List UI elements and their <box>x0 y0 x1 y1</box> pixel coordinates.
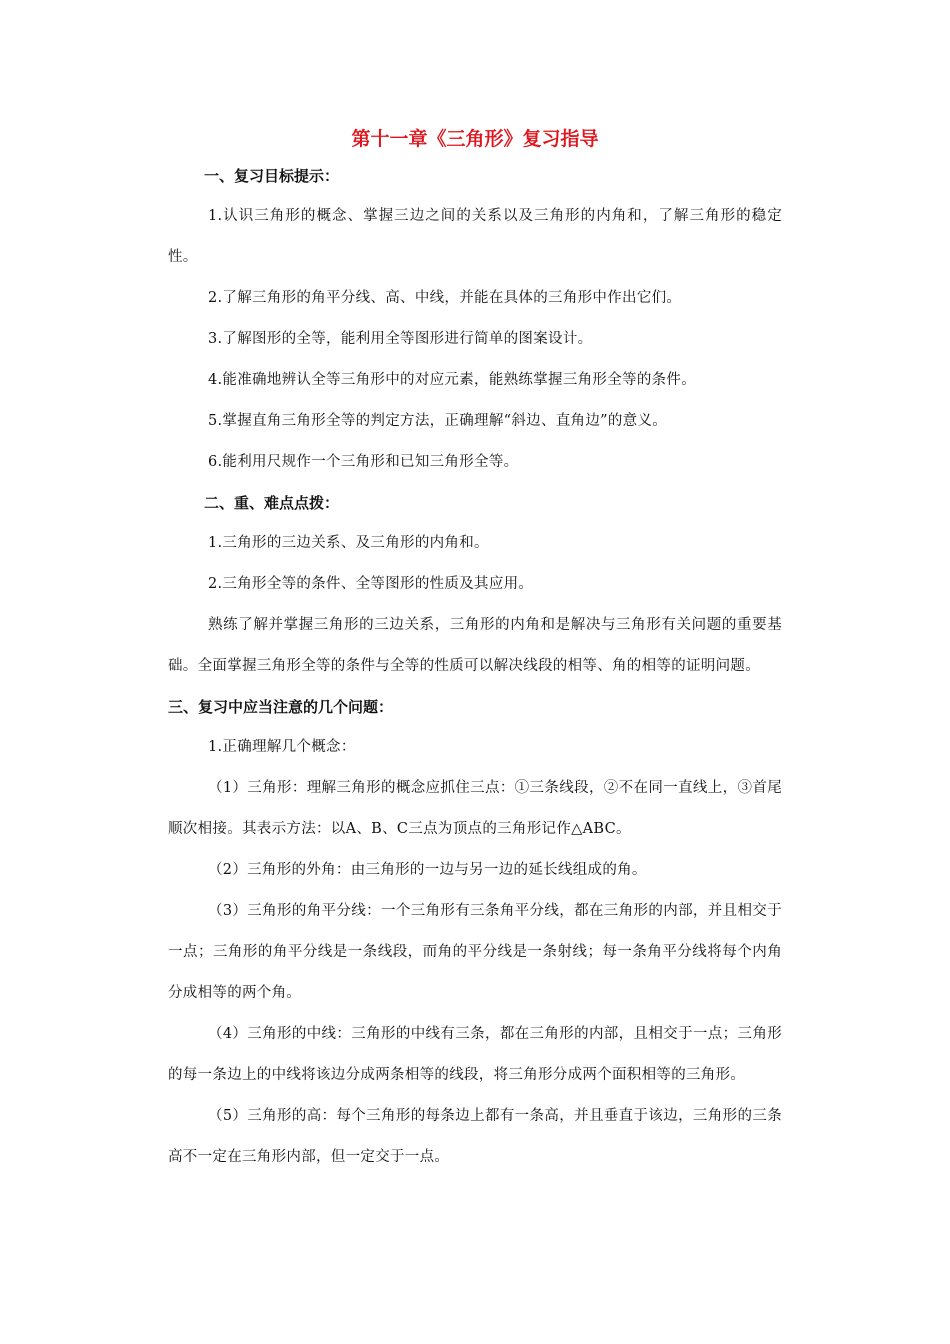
goal-item: 4.能准确地辨认全等三角形中的对应元素，能熟练掌握三角形全等的条件。 <box>208 372 697 388</box>
section-heading-key-points: 二、重、难点点拨： <box>204 494 340 512</box>
section-heading-goals: 一、复习目标提示： <box>204 167 340 185</box>
goal-item: 2.了解三角形的角平分线、高、中线，并能在具体的三角形中作出它们。 <box>208 290 682 306</box>
page-title: 第十一章《三角形》复习指导 <box>351 128 599 150</box>
key-point-item: 1.三角形的三边关系、及三角形的内角和。 <box>208 535 489 551</box>
goal-item: 3.了解图形的全等，能利用全等图形进行简单的图案设计。 <box>208 331 593 347</box>
document-page <box>168 120 782 1178</box>
goal-item: 5.掌握直角三角形全等的判定方法，正确理解“斜边、直角边”的意义。 <box>208 413 668 429</box>
key-point-paragraph: 熟练了解并掌握三角形的三边关系，三角形的内角和是解决与三角形有关问题的重要基础。全面掌握三角形全等的条件与全等的性质可以解决线段的相等、角的相等的证明问题。 <box>168 617 782 674</box>
key-point-item: 2.三角形全等的条件、全等图形的性质及其应用。 <box>208 576 534 592</box>
concept-item: （5）三角形的高：每个三角形的每条边上都有一条高，并且垂直于该边，三角形的三条高不一定在三角形内部，但一定交于一点。 <box>168 1108 782 1165</box>
concept-item: （4）三角形的中线：三角形的中线有三条，都在三角形的内部，且相交于一点；三角形的每一条边上的中线将该边分成两条相等的线段，将三角形分成两个面积相等的三角形。 <box>168 1026 782 1083</box>
concept-item: （1）三角形：理解三角形的概念应抓住三点：①三条线段，②不在同一直线上，③首尾顺次相接。其表示方法：以A、B、C三点为顶点的三角形记作△ABC。 <box>168 780 782 837</box>
section-heading-notes: 三、复习中应当注意的几个问题： <box>168 698 394 716</box>
goal-item: 1.认识三角形的概念、掌握三边之间的关系以及三角形的内角和，了解三角形的稳定性。 <box>168 208 782 265</box>
concept-item: （3）三角形的角平分线：一个三角形有三条角平分线，都在三角形的内部，并且相交于一点；三角形的角平分线是一条线段，而角的平分线是一条射线；每一条角平分线将每个内角分成相等的两个角。 <box>168 903 782 1001</box>
goal-item: 6.能利用尺规作一个三角形和已知三角形全等。 <box>208 454 519 470</box>
concept-item: （2）三角形的外角：由三角形的一边与另一边的延长线组成的角。 <box>208 862 647 878</box>
notes-sub-heading: 1.正确理解几个概念： <box>208 739 356 755</box>
